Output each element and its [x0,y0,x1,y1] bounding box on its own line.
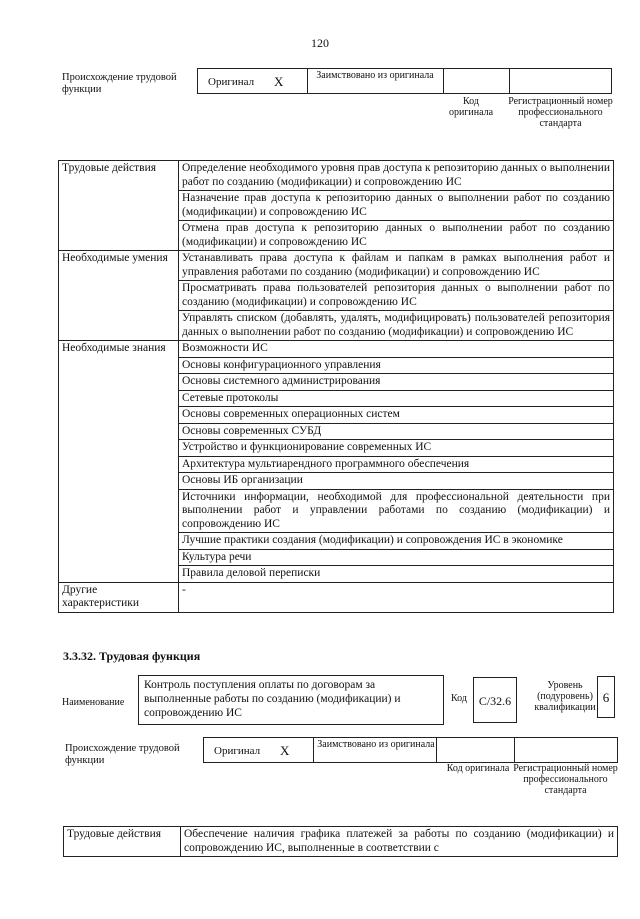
row-item: Основы современных СУБД [179,423,614,440]
divider [313,737,314,763]
row-label: Необходимые умения [59,251,179,341]
row-item: Источники информации, необходимой для профессиональной деятельности при выполнении работ и управлении работами по созданию (модификации) и сопровождению ИС [179,489,614,533]
origin-label: Происхождение трудовой функции [65,743,180,766]
row-item: Назначение прав доступа к репозиторию данных о выполнении работ по созданию (модификации) и сопровождению ИС [179,191,614,221]
function-table [58,160,614,613]
row-item: Основы ИБ организации [179,473,614,490]
divider [307,68,308,94]
origin-label: Происхождение трудовой функции [62,72,177,95]
row-item: Обеспечение наличия графика платежей за работы по созданию (модификации) и сопровождению ИС, выполненные в соответствии с [181,827,618,857]
borrowed-label: Заимствовано из оригинала [316,70,434,81]
row-item: Основы конфигурационного управления [179,357,614,374]
reg-number-label: Регистрационный номер профессионального стандарта [508,96,613,129]
page-number: 120 [311,36,329,50]
origin-box [197,68,612,94]
row-item: Отмена прав доступа к репозиторию данных о выполнении работ по созданию (модификации) и сопровождению ИС [179,221,614,251]
row-label: Другие характеристики [59,582,179,612]
divider [436,737,437,763]
section-title: 3.3.32. Трудовая функция [63,649,201,663]
borrowed-label: Заимствовано из оригинала [317,739,435,750]
divider [443,68,444,94]
original-mark: X [274,74,284,89]
row-item: Лучшие практики создания (модификации) и сопровождения ИС в экономике [179,533,614,550]
code-original-label: Код оригинала [446,763,510,774]
row-item: Устанавливать права доступа к файлам и папкам в рамках выполнения работ и управления работами по созданию (модификации) и сопровождению ИС [179,251,614,281]
row-item: Основы современных операционных систем [179,407,614,424]
code-label: Код [451,693,467,704]
row-item: Культура речи [179,549,614,566]
row-item: Определение необходимого уровня прав доступа к репозиторию данных о выполнении работ по созданию (модификации) и сопровождению ИС [179,161,614,191]
row-item: Сетевые протоколы [179,390,614,407]
row-label: Трудовые действия [59,161,179,251]
row-item: Управлять списком (добавлять, удалять, модифицировать) пользователей репозитория данных о выполнении работ по созданию (модификации) и сопровождению ИС [179,311,614,341]
level-label: Уровень (подуровень) квалификации [534,680,596,713]
function-table-2 [63,826,618,857]
row-item: Просматривать права пользователей репозитория данных о выполнении работ по созданию (модификации) и сопровождению ИС [179,281,614,311]
row-label: Необходимые знания [59,341,179,583]
function-name: Контроль поступления оплаты по договорам за выполненные работы по созданию (модификации) и сопровождению ИС [138,675,444,725]
row-item: - [179,582,614,612]
row-label: Трудовые действия [64,827,181,857]
divider [514,737,515,763]
origin-box [203,737,618,763]
row-item: Правила деловой переписки [179,566,614,583]
level-value: 6 [597,676,615,718]
row-item: Основы системного администрирования [179,374,614,391]
reg-number-label: Регистрационный номер профессионального стандарта [513,763,618,796]
divider [509,68,510,94]
name-label: Наименование [62,697,125,708]
original-mark: X [280,743,290,758]
original-label: Оригинал [208,76,255,88]
row-item: Устройство и функционирование современных ИС [179,440,614,457]
code-original-label: Код оригинала [448,96,494,118]
code-value: C/32.6 [473,677,517,723]
row-item: Возможности ИС [179,341,614,358]
row-item: Архитектура мультиарендного программного обеспечения [179,456,614,473]
original-label: Оригинал [214,745,261,757]
